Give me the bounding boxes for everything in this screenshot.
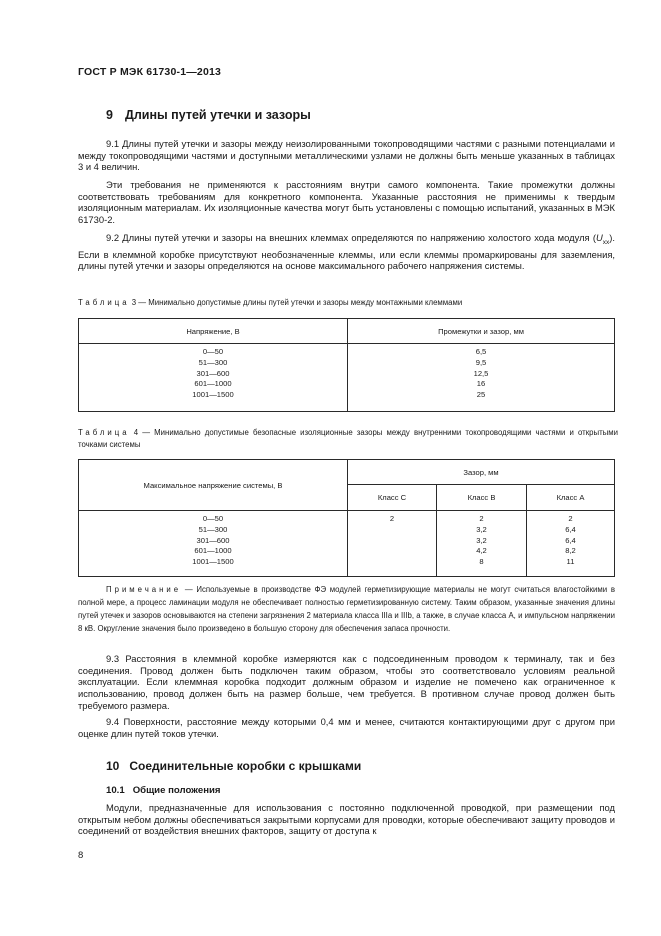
section-9-title: Длины путей утечки и зазоры: [124, 108, 311, 122]
table-row: 1001—1500: [192, 390, 234, 400]
table-4-caption: [78, 427, 618, 451]
note-label: Примечание: [106, 585, 182, 594]
subsection-10-1-heading: [106, 785, 221, 796]
table-3-header-voltage: Напряжение, В: [79, 319, 348, 344]
table-row: 601—1000: [194, 379, 232, 389]
voltage-subscript: хх: [602, 238, 610, 246]
table-4-note: [78, 583, 615, 635]
table-row: 8: [479, 557, 484, 567]
note-text: — Используемые в производстве ФЭ модулей герметизирующие материалы не могут считаться влагостойкими в полной мере, а процесс ламинации модуля не обеспечивает полностью герметизированную систему. Таким образом, указанные значения длины путей утечек и зазоров основываются на степени загрязнения 2 материала класса IIIа и IIIb, а также, в случае класса А, и импульсном напряжении 8 кВ. Округление значения было произведено в большую сторону для обеспечения запаса прочности.: [78, 585, 615, 633]
table-row: 0—50: [202, 514, 224, 523]
section-9-heading: [106, 108, 311, 122]
table-3-voltage-column: [79, 344, 348, 412]
table-row: 2: [479, 514, 484, 523]
paragraph-9-2: [78, 232, 615, 272]
table-4-header-voltage: Максимальное напряжение системы, В: [79, 460, 348, 511]
table-row: 11: [566, 557, 575, 567]
paragraph-9-3: 9.3 Расстояния в клеммной коробке измеряются как с подсоединенным проводом к терминалу, так и без соединения. Провод должен быть подключен таким образом, чтобы это соответствовало условиям реальной эксплуатации. Если клеммная коробка подходит должным образом и изделие не помечено как ограниченное к использованию, провод должен быть на размер больше, чем требуется. В противном случае провод должен быть требуемого размера.: [78, 653, 615, 711]
table-4-header-class-c: Класс С: [348, 485, 437, 511]
table-row: 301—600: [196, 535, 230, 545]
table-4-caption-text: 4 — Минимально допустимые безопасные изоляционные зазоры между внутренними токопроводящими частями и открытыми точками системы: [78, 428, 618, 449]
table-row: 51—300: [198, 524, 228, 534]
document-header: ГОСТ Р МЭК 61730-1—2013: [78, 66, 222, 78]
table-4-class-b-column: [437, 511, 527, 577]
table-row: 6,4: [565, 524, 576, 534]
table-row: 4,2: [476, 546, 487, 556]
subsection-10-1-number: 10.1: [106, 785, 125, 796]
table-4-header-class-a: Класс А: [527, 485, 615, 511]
paragraph-9-1: 9.1 Длины путей утечки и зазоры между неизолированными токопроводящими частями с разными потенциалами и между токопроводящими частями и доступными металлическими узлами не должны быть меньше указанных в таблицах 3 и 4 величин.: [78, 138, 615, 173]
table-4: [78, 459, 615, 577]
table-row: 3,2: [476, 535, 487, 545]
table-row: 9,5: [475, 357, 487, 367]
table-4-class-a-column: [527, 511, 615, 577]
page-number: 8: [78, 850, 84, 861]
table-row: 0—50: [202, 347, 224, 356]
table-row: 16: [476, 379, 486, 389]
table-row: 51—300: [198, 357, 228, 367]
table-4-header-clearance-group: Зазор, мм: [348, 460, 615, 485]
table-3-caption: [78, 297, 618, 309]
table-row: 2: [389, 514, 395, 523]
voltage-symbol: U: [595, 232, 603, 243]
paragraph-9-2-part-b: ). Если в клеммной коробке присутствуют необозначенные клеммы, или если клеммы промаркированы для заземления, длины путей утечки и зазоры определяются на основе максимального рабочего напряжения системы.: [78, 232, 615, 272]
section-10-number: 10: [106, 759, 120, 773]
table-row: 1001—1500: [192, 557, 234, 567]
section-9-number: 9: [106, 108, 113, 122]
paragraph-10-1: Модули, предназначенные для использования с постоянно подключенной проводкой, при размещении под открытым небом должны обеспечиваться закрытыми корпусами для проводки, которые обеспечивают защиту проводов и соединений от воздействия внешних факторов, защиту от доступа к: [78, 802, 615, 837]
subsection-10-1-title: Общие положения: [132, 785, 221, 796]
table-row: 8,2: [565, 546, 576, 556]
table-row: 12,5: [473, 368, 489, 378]
table-4-label: Таблица: [78, 428, 130, 437]
table-3: [78, 318, 615, 412]
section-10-heading: [106, 759, 361, 773]
table-row: 601—1000: [194, 546, 232, 556]
table-3-label: Таблица: [78, 298, 130, 307]
table-row: 6,4: [565, 535, 576, 545]
section-10-title: Соединительные коробки с крышками: [129, 759, 362, 773]
table-4-class-c-column: [348, 511, 437, 577]
table-row: 6,5: [475, 347, 487, 356]
table-4-voltage-column: [79, 511, 348, 577]
table-3-header-clearance: Промежутки и зазор, мм: [348, 319, 615, 344]
paragraph-9-1-cont: Эти требования не применяются к расстояниям внутри самого компонента. Такие промежутки должны соответствовать требованиям для конкретного компонента. Указанные расстояния не применимы к твердым изоляционным материалам. Их изоляционные качества могут быть установлены с помощью испытаний, указанных в МЭК 61730-2.: [78, 179, 615, 226]
table-row: 3,2: [476, 524, 487, 534]
table-row: 301—600: [196, 368, 230, 378]
table-row: 25: [476, 390, 486, 400]
table-row: 2: [568, 514, 573, 523]
paragraph-9-4: 9.4 Поверхности, расстояние между которыми 0,4 мм и менее, считаются контактирующими друг с другом при оценке длин путей токов утечки.: [78, 716, 615, 739]
table-3-clearance-column: [348, 344, 615, 412]
table-4-header-class-b: Класс В: [437, 485, 527, 511]
table-3-caption-text: 3 — Минимально допустимые длины путей утечки и зазоры между монтажными клеммами: [131, 298, 463, 307]
paragraph-9-2-part-a: 9.2 Длины путей утечки и зазоры на внешних клеммах определяются по напряжению холостого хода модуля (: [106, 232, 596, 243]
